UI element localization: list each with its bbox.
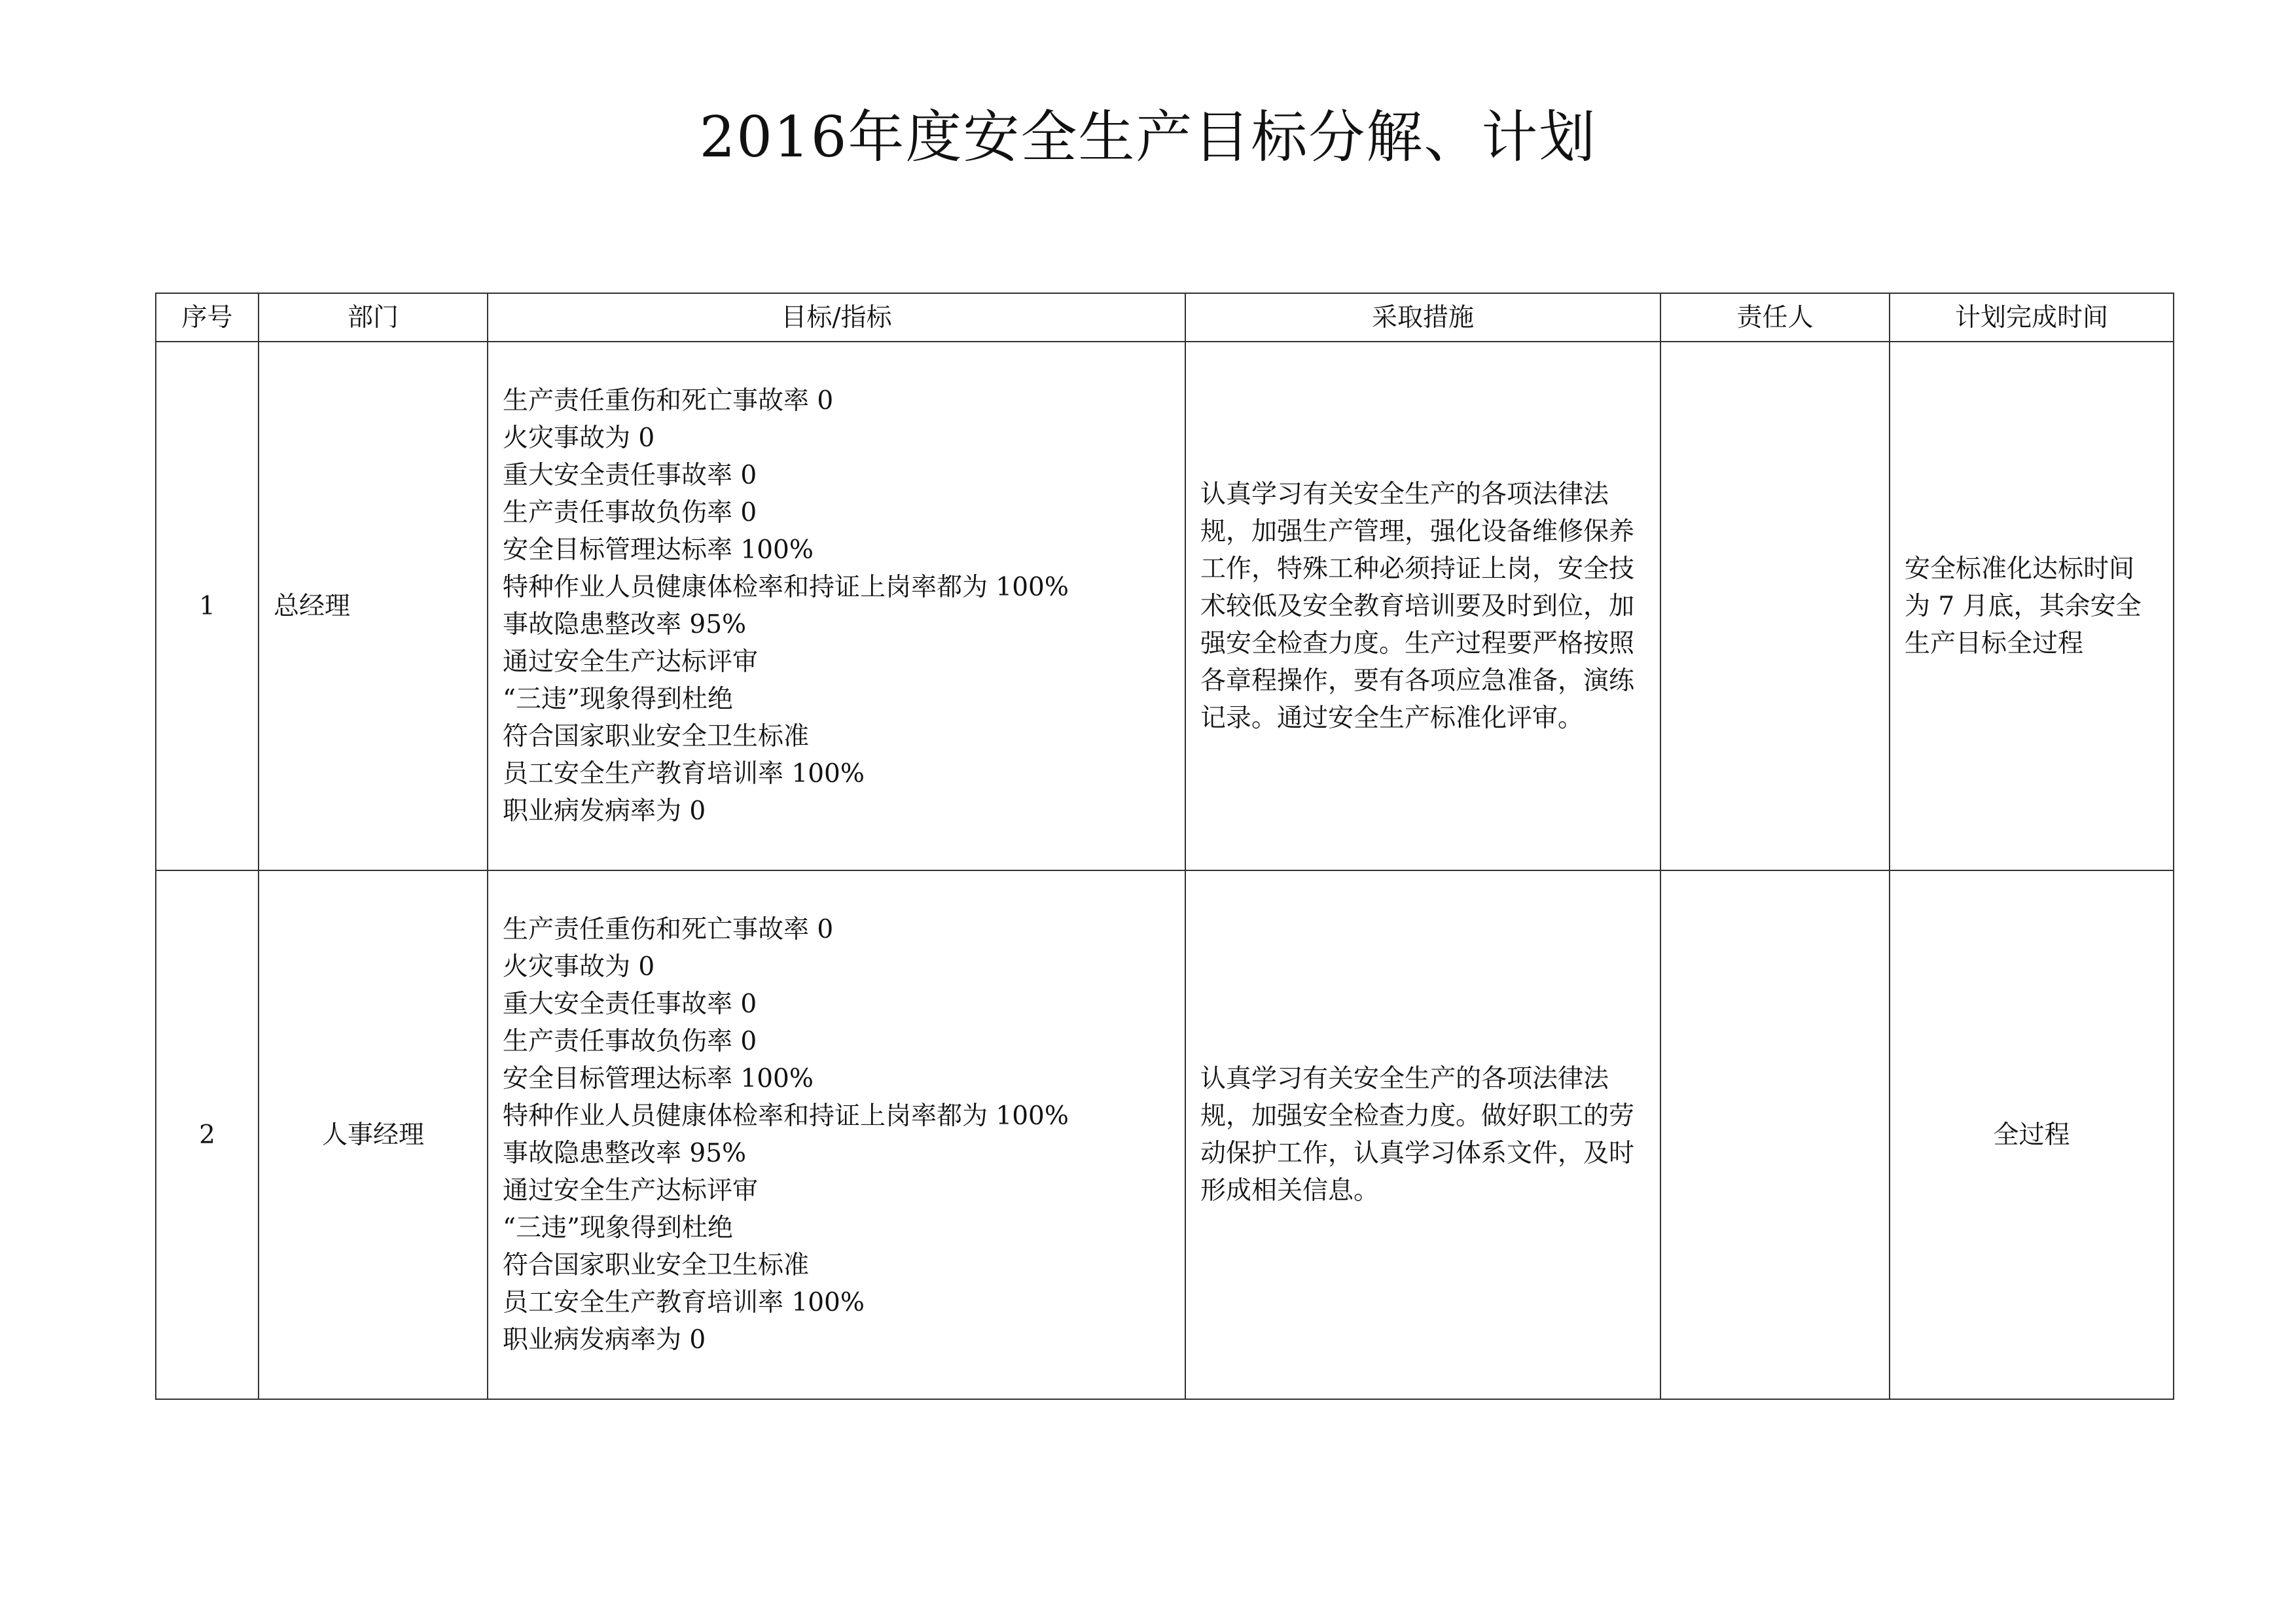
target-item: “三违”现象得到杜绝 (503, 1213, 733, 1243)
target-item: 员工安全生产教育培训率 100% (503, 1288, 865, 1317)
target-item: 职业病发病率为 0 (503, 1325, 706, 1355)
header-seq: 序号 (156, 293, 259, 342)
header-targets: 目标/指标 (488, 293, 1185, 342)
target-plan-table (155, 293, 2174, 1400)
target-item: 员工安全生产教育培训率 100% (503, 759, 865, 789)
target-item: 符合国家职业安全卫生标准 (503, 1251, 810, 1280)
target-item: 职业病发病率为 0 (503, 796, 706, 826)
row-seq: 1 (156, 342, 259, 870)
target-item: 生产责任事故负伤率 0 (503, 498, 757, 527)
target-item: 特种作业人员健康体检率和持证上岗率都为 100% (503, 1101, 1069, 1131)
row-dept: 总经理 (259, 342, 488, 870)
table-row (156, 870, 2174, 1399)
row-measures: 认真学习有关安全生产的各项法律法规，加强安全检查力度。做好职工的劳动保护工作，认真学习体系文件，及时形成相关信息。 (1185, 870, 1660, 1399)
row-deadline: 全过程 (1890, 870, 2174, 1399)
row-deadline: 安全标准化达标时间为 7 月底，其余安全生产目标全过程 (1890, 342, 2174, 870)
target-item: 通过安全生产达标评审 (503, 1176, 759, 1205)
target-item: 重大安全责任事故率 0 (503, 461, 757, 490)
target-item: 火灾事故为 0 (503, 423, 655, 453)
target-item: 事故隐患整改率 95% (503, 1139, 747, 1168)
target-item: 生产责任事故负伤率 0 (503, 1027, 757, 1056)
row-targets (488, 870, 1185, 1399)
target-item: 重大安全责任事故率 0 (503, 990, 757, 1019)
row-owner (1660, 870, 1890, 1399)
target-item: 生产责任重伤和死亡事故率 0 (503, 915, 834, 944)
row-dept: 人事经理 (259, 870, 488, 1399)
target-item: 安全目标管理达标率 100% (503, 535, 814, 565)
row-targets (488, 342, 1185, 870)
target-item: 符合国家职业安全卫生标准 (503, 722, 810, 751)
table-header-row (156, 293, 2174, 342)
header-measures: 采取措施 (1185, 293, 1660, 342)
target-item: 火灾事故为 0 (503, 952, 655, 982)
target-item: 通过安全生产达标评审 (503, 647, 759, 677)
target-item: 安全目标管理达标率 100% (503, 1064, 814, 1094)
target-item: 生产责任重伤和死亡事故率 0 (503, 386, 834, 416)
page-title: 2016年度安全生产目标分解、计划 (699, 105, 1597, 170)
row-owner (1660, 342, 1890, 870)
row-measures: 认真学习有关安全生产的各项法律法规，加强生产管理，强化设备维修保养工作，特殊工种必须持证上岗，安全技术较低及安全教育培训要及时到位，加强安全检查力度。生产过程要严格按照各章程操作，要有各项应急准备，演练记录。通过安全生产标准化评审。 (1185, 342, 1660, 870)
header-owner: 责任人 (1660, 293, 1890, 342)
target-item: 特种作业人员健康体检率和持证上岗率都为 100% (503, 573, 1069, 602)
table-row (156, 342, 2174, 870)
target-item: 事故隐患整改率 95% (503, 610, 747, 639)
row-seq: 2 (156, 870, 259, 1399)
header-dept: 部门 (259, 293, 488, 342)
header-deadline: 计划完成时间 (1890, 293, 2174, 342)
target-item: “三违”现象得到杜绝 (503, 685, 733, 714)
